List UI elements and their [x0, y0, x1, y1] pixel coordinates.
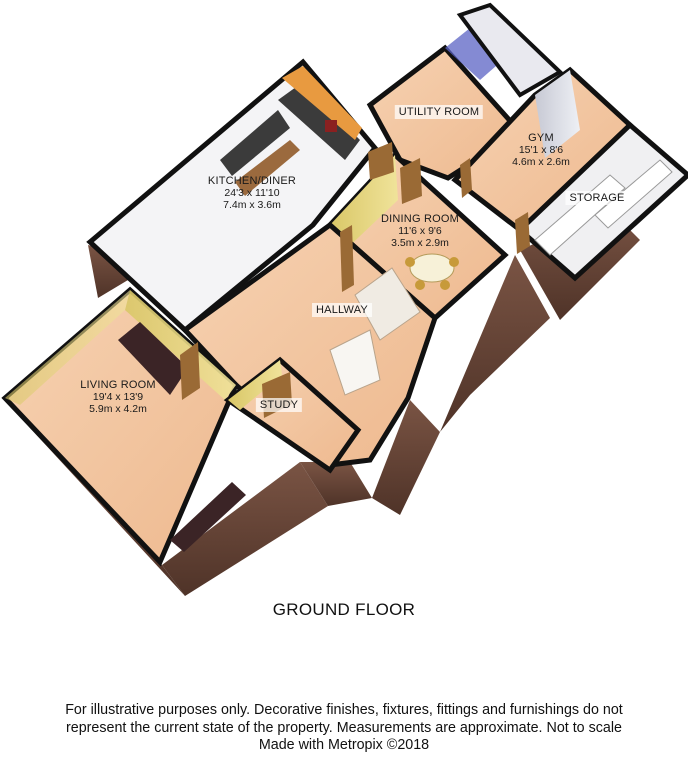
disclaimer	[0, 702, 688, 755]
room-label-dining	[381, 213, 459, 249]
living-imperial: 19'4 x 13'9	[92, 391, 144, 403]
room-label-gym	[512, 132, 570, 168]
room-label-hallway	[312, 303, 372, 317]
room-label-storage	[566, 191, 629, 205]
utility-name: UTILITY ROOM	[395, 105, 483, 119]
kitchen-name: KITCHEN/DINER	[207, 175, 297, 187]
gym-imperial: 15'1 x 8'6	[518, 144, 564, 156]
room-label-living	[80, 379, 156, 415]
study-name: STUDY	[256, 398, 302, 412]
dining-metric: 3.5m x 2.9m	[391, 237, 449, 249]
room-label-kitchen	[208, 175, 296, 211]
gym-metric: 4.6m x 2.6m	[512, 156, 570, 168]
hallway-name: HALLWAY	[312, 303, 372, 317]
disclaimer-line-2: represent the current state of the property. Measurements are approximate. Not to scale	[65, 719, 622, 736]
room-label-study	[256, 398, 302, 412]
kitchen-metric: 7.4m x 3.6m	[223, 199, 281, 211]
dining-imperial: 11'6 x 9'6	[398, 225, 442, 237]
living-name: LIVING ROOM	[80, 379, 156, 391]
gym-name: GYM	[528, 132, 554, 144]
room-label-utility	[395, 105, 483, 119]
dining-name: DINING ROOM	[381, 213, 459, 225]
disclaimer-line-3: Made with Metropix ©2018	[258, 737, 430, 753]
living-metric: 5.9m x 4.2m	[89, 403, 147, 415]
floor-title: GROUND FLOOR	[272, 600, 416, 619]
disclaimer-line-1: For illustrative purposes only. Decorative finishes, fixtures, fittings and furnishings do not	[65, 702, 623, 718]
kitchen-imperial: 24'3 x 11'10	[224, 187, 280, 199]
storage-name: STORAGE	[566, 191, 629, 205]
